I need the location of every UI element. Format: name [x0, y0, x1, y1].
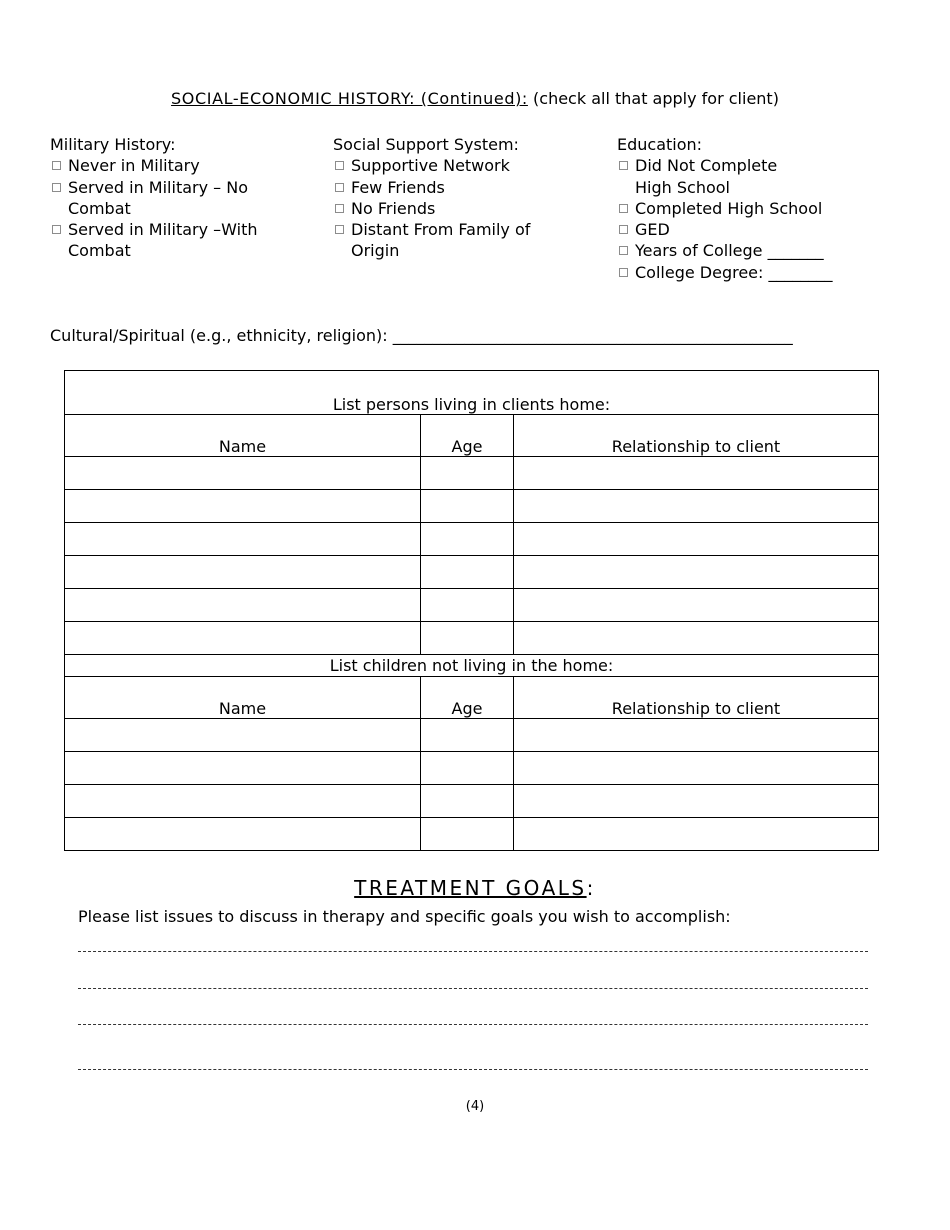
table-row — [65, 457, 879, 490]
column-header-relationship: Relationship to client — [514, 677, 879, 719]
education-title: Education: — [617, 135, 703, 154]
relationship-cell[interactable] — [514, 589, 879, 622]
children-header-row — [65, 677, 879, 719]
education-option-high-school[interactable]: Completed High School — [617, 198, 833, 219]
relationship-cell[interactable] — [514, 785, 879, 818]
military-option-with-combat[interactable]: Served in Military –With Combat — [50, 219, 257, 262]
age-cell[interactable] — [421, 457, 514, 490]
column-header-name: Name — [65, 677, 421, 719]
living-header-row — [65, 415, 879, 457]
checkbox[interactable] — [335, 225, 344, 234]
age-cell[interactable] — [421, 622, 514, 655]
age-cell[interactable] — [421, 523, 514, 556]
name-cell[interactable] — [65, 556, 421, 589]
checkbox[interactable] — [619, 246, 628, 255]
goal-answer-line[interactable] — [78, 1024, 868, 1025]
checkbox[interactable] — [52, 183, 61, 192]
column-header-name: Name — [65, 415, 421, 457]
household-table — [64, 370, 879, 851]
age-cell[interactable] — [421, 719, 514, 752]
relationship-cell[interactable] — [514, 457, 879, 490]
relationship-cell[interactable] — [514, 752, 879, 785]
page-number: (4) — [465, 1099, 485, 1114]
military-option-no-combat[interactable]: Served in Military – No Combat — [50, 177, 257, 220]
name-cell[interactable] — [65, 523, 421, 556]
column-header-age: Age — [421, 677, 514, 719]
support-option-few-friends[interactable]: Few Friends — [333, 177, 530, 198]
table-row — [65, 490, 879, 523]
column-header-age: Age — [421, 415, 514, 457]
section-heading — [0, 89, 950, 108]
children-caption-row — [65, 655, 879, 677]
table-row — [65, 785, 879, 818]
education-option-college-degree[interactable]: College Degree: ________ — [617, 262, 833, 283]
table-row — [65, 589, 879, 622]
social-support-group — [333, 134, 530, 262]
living-caption-row — [65, 371, 879, 415]
goal-answer-line[interactable] — [78, 988, 868, 989]
checkbox[interactable] — [619, 161, 628, 170]
support-option-no-friends[interactable]: No Friends — [333, 198, 530, 219]
checkbox[interactable] — [619, 225, 628, 234]
age-cell[interactable] — [421, 490, 514, 523]
table-row — [65, 719, 879, 752]
column-header-relationship: Relationship to client — [514, 415, 879, 457]
age-cell[interactable] — [421, 752, 514, 785]
name-cell[interactable] — [65, 818, 421, 851]
social-support-title: Social Support System: — [333, 135, 519, 154]
relationship-cell[interactable] — [514, 556, 879, 589]
checkbox[interactable] — [52, 225, 61, 234]
table-row — [65, 622, 879, 655]
age-cell[interactable] — [421, 818, 514, 851]
checkbox[interactable] — [52, 161, 61, 170]
section-heading-note: (check all that apply for client) — [527, 89, 779, 108]
relationship-cell[interactable] — [514, 818, 879, 851]
table-row — [65, 818, 879, 851]
living-caption: List persons living in clients home: — [65, 371, 879, 415]
name-cell[interactable] — [65, 622, 421, 655]
goal-answer-line[interactable] — [78, 951, 868, 952]
checkbox[interactable] — [619, 268, 628, 277]
section-heading-title: SOCIAL-ECONOMIC HISTORY: (Continued): — [171, 89, 528, 108]
name-cell[interactable] — [65, 752, 421, 785]
age-cell[interactable] — [421, 785, 514, 818]
name-cell[interactable] — [65, 490, 421, 523]
treatment-goals-title: TREATMENT GOALS: — [354, 876, 596, 900]
education-option-years-college[interactable]: Years of College _______ — [617, 240, 833, 261]
support-option-distant-family[interactable]: Distant From Family of Origin — [333, 219, 530, 262]
education-option-ged[interactable]: GED — [617, 219, 833, 240]
military-history-title: Military History: — [50, 135, 176, 154]
age-cell[interactable] — [421, 589, 514, 622]
treatment-goals-instruction: Please list issues to discuss in therapy and specific goals you wish to accomplish: — [78, 907, 731, 926]
name-cell[interactable] — [65, 589, 421, 622]
name-cell[interactable] — [65, 719, 421, 752]
table-row — [65, 523, 879, 556]
name-cell[interactable] — [65, 785, 421, 818]
checkbox[interactable] — [335, 183, 344, 192]
relationship-cell[interactable] — [514, 490, 879, 523]
military-history-group — [50, 134, 257, 262]
military-option-never[interactable]: Never in Military — [50, 155, 257, 176]
education-group — [617, 134, 833, 283]
relationship-cell[interactable] — [514, 523, 879, 556]
relationship-cell[interactable] — [514, 719, 879, 752]
checkbox[interactable] — [619, 204, 628, 213]
age-cell[interactable] — [421, 556, 514, 589]
name-cell[interactable] — [65, 457, 421, 490]
checkbox[interactable] — [335, 204, 344, 213]
children-caption: List children not living in the home: — [65, 655, 879, 677]
checkbox[interactable] — [335, 161, 344, 170]
relationship-cell[interactable] — [514, 622, 879, 655]
cultural-spiritual-field[interactable]: Cultural/Spiritual (e.g., ethnicity, religion): __________________________________________________ — [50, 326, 793, 345]
table-row — [65, 752, 879, 785]
education-option-no-high-school[interactable]: Did Not Complete High School — [617, 155, 833, 198]
table-row — [65, 556, 879, 589]
support-option-supportive-network[interactable]: Supportive Network — [333, 155, 530, 176]
goal-answer-line[interactable] — [78, 1069, 868, 1070]
